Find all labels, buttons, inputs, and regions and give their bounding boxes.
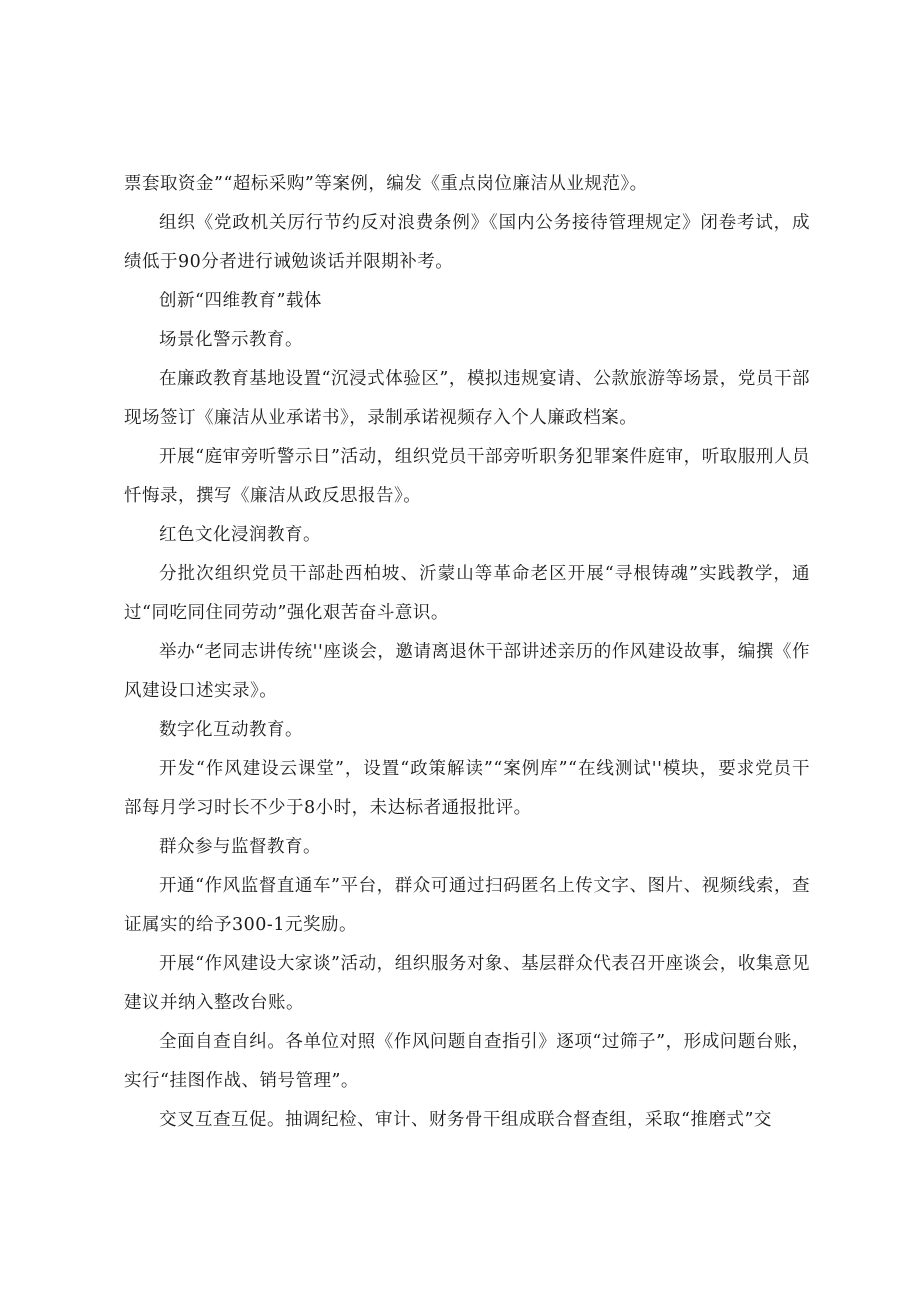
paragraph-revolutionary-base: 分批次组织党员干部赴西柏坡、沂蒙山等革命老区开展“寻根铸魂”实践教学，通过“同吃同住同劳动”强化艰苦奋斗意识。 <box>124 564 810 623</box>
paragraph-cloud-classroom: 开发“作风建设云课堂”，设置“政策解读”“案例库”“在线测试''模块，要求党员干部每月学习时长不少于8小时，未达标者通报批评。 <box>124 759 810 818</box>
paragraph-trial-observation: 开展“庭审旁听警示日”活动，组织党员干部旁听职务犯罪案件庭审，听取服刑人员忏悔录，撰写《廉洁从政反思报告》。 <box>124 447 810 506</box>
paragraph-self-inspection: 全面自查自纠。各单位对照《作风问题自查指引》逐项“过筛子”，形成问题台账，实行“挂图作战、销号管理”。 <box>124 1032 810 1091</box>
subheading-scenario-warning-education: 场景化警示教育。 <box>159 330 303 350</box>
subheading-red-culture-education: 红色文化浸润教育。 <box>159 525 321 545</box>
subheading-digital-interactive-education: 数字化互动教育。 <box>159 720 303 740</box>
document-body <box>124 165 810 1140</box>
paragraph-veteran-forum: 举办“老同志讲传统''座谈会，邀请离退休干部讲述亲历的作风建设故事，编撰《作风建设口述实录》。 <box>124 642 810 701</box>
paragraph-supervision-platform: 开通“作风监督直通车”平台，群众可通过扫码匿名上传文字、图片、视频线索，查证属实的给予300-1元奖励。 <box>124 876 810 935</box>
paragraph-immersive-area: 在廉政教育基地设置“沉浸式体验区”，模拟违规宴请、公款旅游等场景，党员干部现场签订《廉洁从业承诺书》，录制承诺视频存入个人廉政档案。 <box>124 369 810 428</box>
paragraph-exam: 组织《党政机关厉行节约反对浪费条例》《国内公务接待管理规定》闭卷考试，成绩低于90分者进行诫勉谈话并限期补考。 <box>124 213 810 272</box>
paragraph-public-discussion: 开展“作风建设大家谈”活动，组织服务对象、基层群众代表召开座谈会，收集意见建议并纳入整改台账。 <box>124 954 810 1013</box>
subheading-public-supervision-education: 群众参与监督教育。 <box>159 837 321 857</box>
paragraph-continuation: 票套取资金”“超标采购”等案例，编发《重点岗位廉洁从业规范》。 <box>124 174 648 194</box>
section-heading-four-dimension-education: 创新“四维教育”载体 <box>159 291 322 311</box>
paragraph-cross-inspection: 交叉互查互促。抽调纪检、审计、财务骨干组成联合督查组，采取“推磨式”交 <box>159 1110 772 1130</box>
